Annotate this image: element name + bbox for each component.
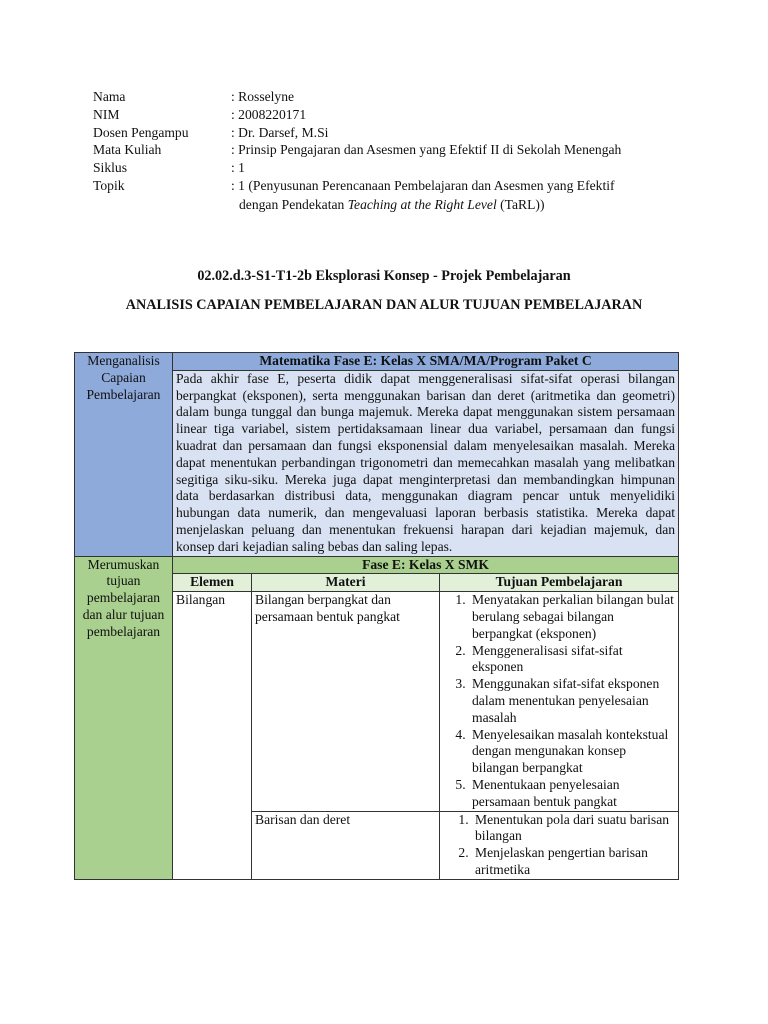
info-row-dosen xyxy=(93,124,693,142)
info-row-siklus xyxy=(93,159,693,177)
materi-cell: Barisan dan deret xyxy=(252,811,440,879)
info-label: NIM xyxy=(93,106,120,122)
column-header-materi: Materi xyxy=(252,574,440,592)
column-header-elemen: Elemen xyxy=(173,574,252,592)
list-item: 1. Menyatakan perkalian bilangan bulat berulang sebagai bilangan berpangkat (eksponen) xyxy=(469,592,675,642)
tujuan-list xyxy=(443,812,675,879)
info-row-nama xyxy=(93,88,693,106)
info-row-mata-kuliah xyxy=(93,141,693,159)
list-item: 4. Menyelesaikan masalah kontekstual dengan mengunakan konsep bilangan berpangkat xyxy=(469,727,675,777)
analysis-table xyxy=(74,352,679,880)
topik-text: dengan Pendekatan xyxy=(239,196,348,212)
cp-header: Matematika Fase E: Kelas X SMA/MA/Program Paket C xyxy=(173,353,679,371)
list-item: 5. Menentukaan penyelesaian persamaan bentuk pangkat xyxy=(469,777,675,811)
info-value-topik xyxy=(231,177,693,214)
topik-line-1: : 1 (Penyusunan Perencanaan Pembelajaran dan Asesmen yang Efektif xyxy=(231,177,615,193)
cp-description: Pada akhir fase E, peserta didik dapat menggeneralisasi sifat-sifat operasi bilangan berpangkat (eksponen), serta menggunakan barisan dan deret (aritmetika dan geometri) dalam bunga tunggal dan bunga majemuk. Mereka dapat menggunakan sistem persamaan linear tiga variabel, sistem pertidaksamaan linear dua variabel, persamaan dan fungsi kuadrat dan persamaan dan fungsi eksponensial dalam menyelesaikan masalah. Mereka dapat menentukan perbandingan trigonometri dan memecahkan masalah yang melibatkan segitiga siku-siku. Mereka juga dapat menginterpretasi dan membandingkan himpunan data berdasarkan distribusi data, menggunakan diagram pencar untuk menyelidiki hubungan data numerik, dan mengevaluasi laporan berbasis statistika. Mereka dapat menjelaskan peluang dan menentukan frekuensi harapan dari kejadian majemuk, dan konsep dari kejadian saling bebas dan saling lepas. xyxy=(173,370,679,556)
info-value: : Prinsip Pengajaran dan Asesmen yang Efektif II di Sekolah Menengah xyxy=(231,142,622,158)
info-label: Nama xyxy=(93,89,126,104)
tp-header: Fase E: Kelas X SMK xyxy=(173,556,679,574)
info-value: : 2008220171 xyxy=(231,106,307,122)
cp-row-label: Menganalisis Capaian Pembelajaran xyxy=(75,353,173,557)
tujuan-cell xyxy=(440,592,679,811)
list-item: 2. Menggeneralisasi sifat-sifat eksponen xyxy=(469,643,675,677)
document-title: ANALISIS CAPAIAN PEMBELAJARAN DAN ALUR TUJUAN PEMBELAJARAN xyxy=(125,297,643,313)
tp-row-label: Merumuskan tujuan pembelajaran dan alur tujuan pembelajaran xyxy=(75,556,173,879)
materi-cell: Bilangan berpangkat dan persamaan bentuk pangkat xyxy=(252,592,440,811)
info-value: : Rosselyne xyxy=(231,89,295,104)
info-row-topik xyxy=(93,177,693,214)
info-row-nim xyxy=(93,106,693,124)
topik-text-end: (TaRL)) xyxy=(496,196,545,212)
tp-header-row xyxy=(75,556,679,574)
info-label: Dosen Pengampu xyxy=(93,124,189,140)
cp-header-row xyxy=(75,353,679,371)
column-header-tujuan: Tujuan Pembelajaran xyxy=(440,574,679,592)
info-value: : Dr. Darsef, M.Si xyxy=(231,124,329,140)
tujuan-cell xyxy=(440,811,679,879)
elemen-cell: Bilangan xyxy=(173,592,252,880)
info-label: Topik xyxy=(93,177,125,193)
list-item: 1. Menentukan pola dari suatu barisan bilangan xyxy=(472,812,675,846)
topik-line-2 xyxy=(231,195,693,214)
info-label: Siklus xyxy=(93,160,127,176)
topik-italic-text: Teaching at the Right Level xyxy=(347,196,497,212)
list-item: 2. Menjelaskan pengertian barisan aritmetika xyxy=(472,845,675,879)
document-code-heading: 02.02.d.3-S1-T1-2b Eksplorasi Konsep - Projek Pembelajaran xyxy=(197,268,571,284)
tujuan-list xyxy=(443,592,675,810)
info-value: : 1 xyxy=(231,160,245,176)
list-item: 3. Menggunakan sifat-sifat eksponen dalam menentukan penyelesaian masalah xyxy=(469,676,675,726)
identity-block xyxy=(93,88,693,214)
info-label: Mata Kuliah xyxy=(93,142,162,158)
